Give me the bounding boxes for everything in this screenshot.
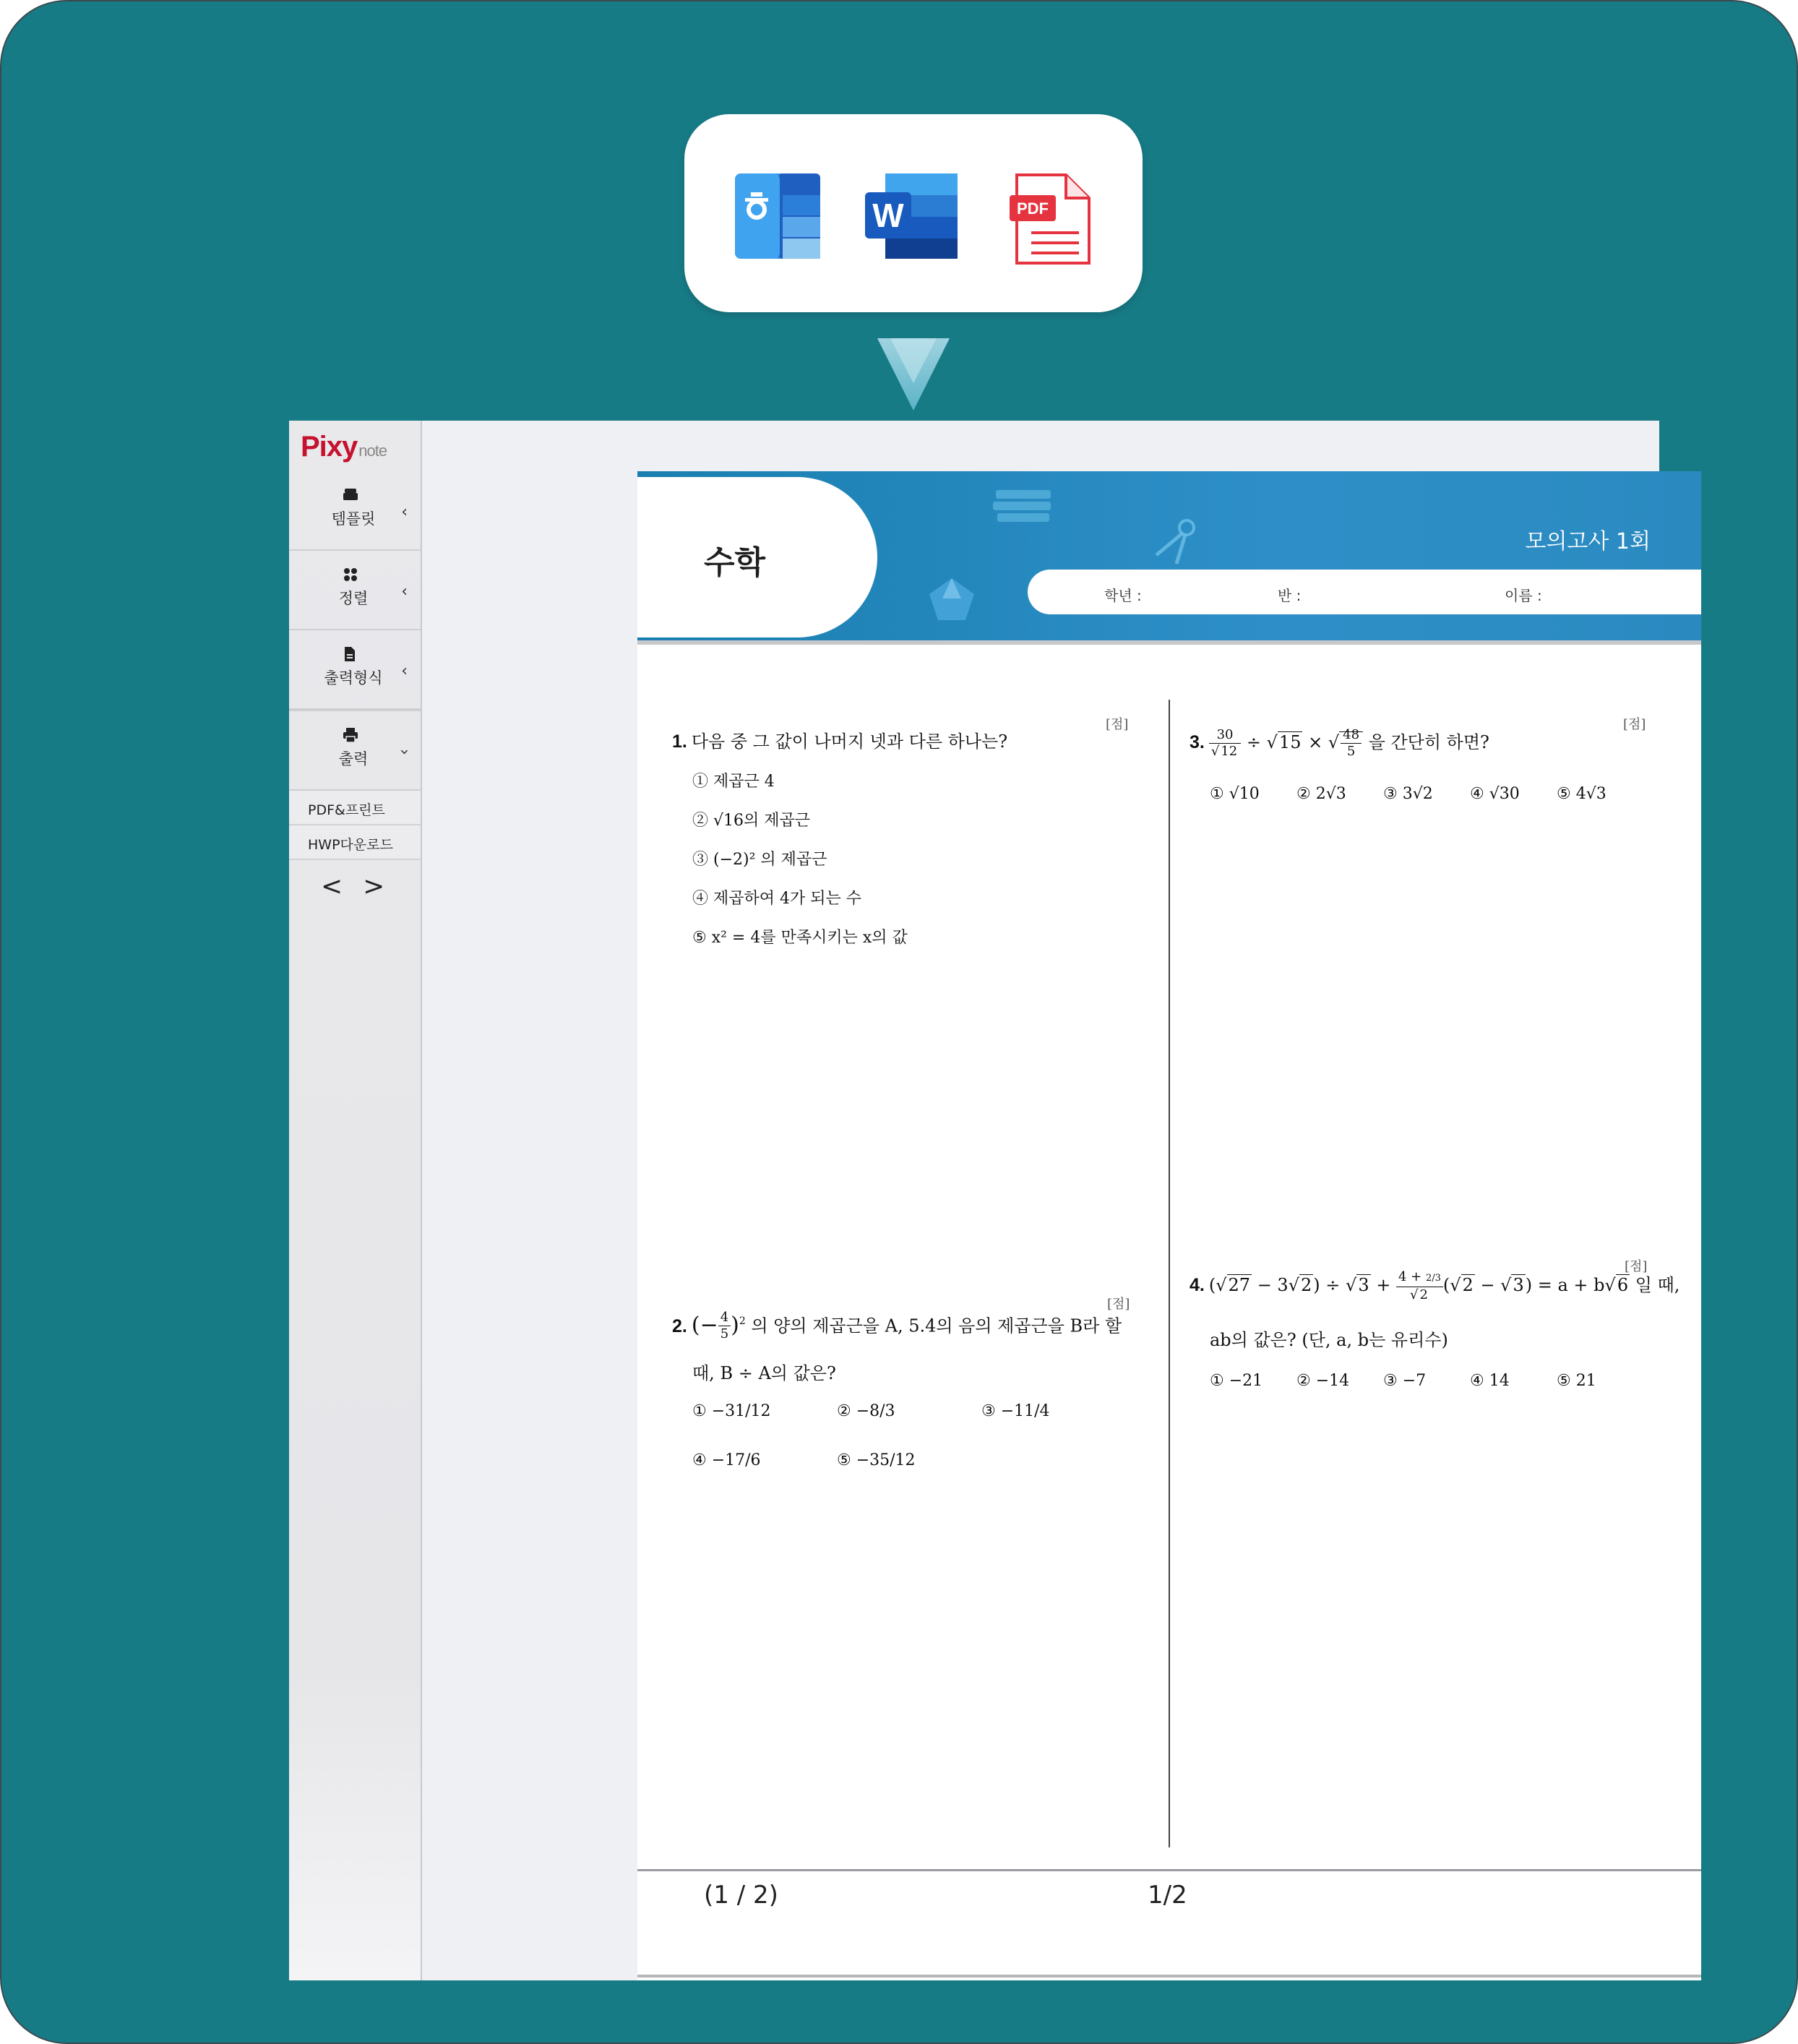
header-underline xyxy=(637,640,1701,645)
score-tag: [점] xyxy=(1107,1297,1130,1312)
exam-header xyxy=(637,471,1701,645)
q2-option-1[interactable]: ① −31/12 xyxy=(692,1402,771,1420)
books-icon xyxy=(992,486,1057,531)
prev-page-button[interactable]: < xyxy=(321,872,343,901)
document-canvas xyxy=(422,421,1680,1980)
class-label: 반 : xyxy=(1278,587,1302,604)
score-tag: [점] xyxy=(1623,717,1646,732)
page-indicator-left: (1 / 2) xyxy=(704,1881,778,1910)
pixynote-logo: Pixynote xyxy=(301,431,387,463)
exam-page xyxy=(637,471,1701,1980)
q3-option-5[interactable]: ⑤ 4√3 xyxy=(1557,785,1606,803)
question-3: 3. $\frac{30}{√ 12}$ ÷ √15 × √ $\frac{48}{5}$ 을 간단히 하면? xyxy=(1190,727,1489,759)
page-navigation xyxy=(321,872,405,901)
export-format-card xyxy=(684,114,1143,312)
q4-option-4[interactable]: ④ 14 xyxy=(1470,1372,1510,1390)
chevron-left-icon[interactable]: ‹ xyxy=(401,662,408,680)
grid-icon xyxy=(343,567,358,586)
q2-option-2[interactable]: ② −8/3 xyxy=(837,1402,895,1420)
word-letter: W xyxy=(872,197,904,234)
q1-option-4[interactable]: ④ 제곱하여 4가 되는 수 xyxy=(692,890,861,908)
menu-template-label: 템플릿 xyxy=(331,510,376,528)
q4-option-2[interactable]: ② −14 xyxy=(1296,1372,1350,1390)
q4-option-5[interactable]: ⑤ 21 xyxy=(1557,1372,1596,1390)
footer-divider xyxy=(637,1869,1701,1871)
q3-option-1[interactable]: ① √10 xyxy=(1210,785,1260,803)
q3-option-4[interactable]: ④ √30 xyxy=(1470,785,1520,803)
name-label: 이름 : xyxy=(1505,587,1542,604)
q2-option-5[interactable]: ⑤ −35/12 xyxy=(837,1451,916,1469)
question-2: 2. (− $\frac{4}{5}$ )$^2$ 의 양의 제곱근을 A, 5.4̇의 음의 제곱근을 B라 할 xyxy=(672,1310,1122,1341)
printer-icon xyxy=(343,727,358,747)
template-icon xyxy=(343,487,358,505)
q3-option-3[interactable]: ③ 3√2 xyxy=(1383,785,1433,803)
question-4-line2: ab의 값은? (단, a, b는 유리수) xyxy=(1210,1330,1448,1350)
polyhedron-icon xyxy=(926,577,977,622)
score-tag: [점] xyxy=(1625,1259,1648,1274)
file-icon xyxy=(343,646,357,666)
student-info-bar xyxy=(1028,570,1701,614)
menu-sort[interactable] xyxy=(289,551,421,630)
subject-title: 수학 xyxy=(704,544,766,581)
score-tag: [점] xyxy=(1106,717,1129,732)
menu-sort-label: 정렬 xyxy=(338,590,369,607)
menu-output-format-label: 출력형식 xyxy=(324,669,383,687)
q4-option-3[interactable]: ③ −7 xyxy=(1383,1372,1427,1390)
subject-tab xyxy=(637,477,877,637)
column-divider xyxy=(1169,700,1170,1847)
pdf-label: PDF xyxy=(1017,199,1049,218)
word-document-icon[interactable] xyxy=(865,173,959,263)
chevron-down-icon[interactable]: ‹ xyxy=(395,749,414,755)
q2-option-4[interactable]: ④ −17/6 xyxy=(692,1451,761,1469)
grade-label: 학년 : xyxy=(1104,587,1142,604)
hangul-document-icon[interactable] xyxy=(735,173,822,263)
q4-option-1[interactable]: ① −21 xyxy=(1210,1372,1263,1390)
sidebar xyxy=(289,421,422,1980)
question-2-line2: 때, B ÷ A의 값은? xyxy=(692,1363,836,1383)
q1-option-2[interactable]: ② √16의 제곱근 xyxy=(692,812,811,830)
submenu-hwp-download[interactable]: HWP다운로드 xyxy=(289,825,421,860)
exam-title: 모의고사 1회 xyxy=(1525,529,1651,554)
menu-print-label: 출력 xyxy=(338,750,369,768)
q2-expression: (− $\frac{4}{5}$ )$^2$ xyxy=(691,1310,746,1341)
page-bottom-edge xyxy=(637,1975,1701,1978)
q1-option-3[interactable]: ③ (−2)² 의 제곱근 xyxy=(692,851,827,869)
page-indicator-center: 1/2 xyxy=(1148,1881,1187,1910)
q1-option-1[interactable]: ① 제곱근 4 xyxy=(692,773,775,791)
pixynote-app-window xyxy=(289,421,1680,1980)
q1-option-5[interactable]: ⑤ x² = 4를 만족시키는 x의 값 xyxy=(692,929,908,947)
down-arrow-icon xyxy=(877,338,950,416)
q2-option-3[interactable]: ③ −11/4 xyxy=(981,1402,1050,1420)
menu-template[interactable] xyxy=(289,471,421,551)
q3-option-2[interactable]: ② 2√3 xyxy=(1296,785,1346,803)
pdf-document-icon[interactable] xyxy=(1010,173,1096,270)
question-4: 4. (√27 − 3√2) ÷ √3 + $\frac{4 + 2/3}{√ 2}$ (√2 − √3) = a + b√6 일 때, xyxy=(1190,1269,1680,1302)
q4-expression: (√27 − 3√2) ÷ √3 + $\frac{4 + 2/3}{√ 2}$ (√2 − √3) = a + b√6 xyxy=(1208,1269,1629,1302)
compass-icon xyxy=(1149,516,1204,567)
next-page-button[interactable]: > xyxy=(363,872,385,901)
menu-print[interactable] xyxy=(289,710,421,791)
q3-expression: $\frac{30}{√ 12}$ ÷ √15 × √ $\frac{48}{5}$ xyxy=(1209,732,1363,752)
chevron-left-icon[interactable]: ‹ xyxy=(401,503,408,521)
submenu-pdf-print[interactable]: PDF&프린트 xyxy=(289,791,421,825)
menu-output-format[interactable] xyxy=(289,630,421,710)
chevron-left-icon[interactable]: ‹ xyxy=(401,583,408,601)
question-1: 1. 다음 중 그 값이 나머지 넷과 다른 하나는? xyxy=(672,731,1008,752)
